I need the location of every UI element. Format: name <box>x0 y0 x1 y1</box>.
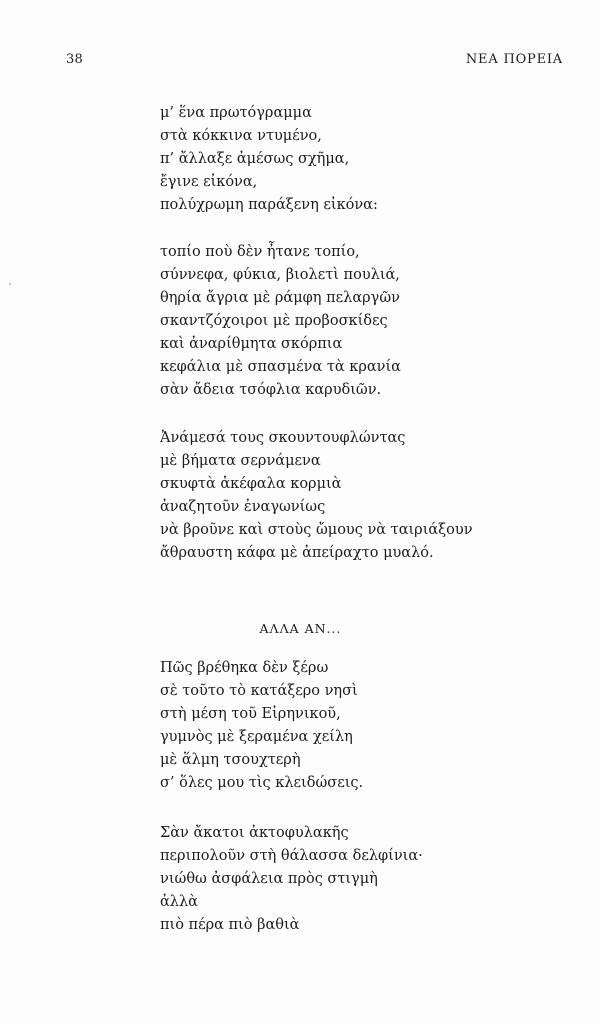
poem-line: μὲ βήματα σερνάμενα <box>160 453 321 469</box>
poem-line: σὲ τοῦτο τὸ κατάξερο νησὶ <box>160 683 358 699</box>
poem-line: κεφάλια μὲ σπασμένα τὰ κρανία <box>160 359 401 375</box>
poem-line: στὴ μέση τοῦ Εἰρηνικοῦ, <box>160 706 341 722</box>
poem-line: πιὸ πέρα πιὸ βαθιὰ <box>160 917 300 933</box>
poem-line: περιπολοῦν στὴ θάλασσα δελφίνια· <box>160 848 423 864</box>
poem-line: πολύχρωμη παράξενη εἰκόνα: <box>160 197 378 213</box>
poem-line: ἔγινε εἰκόνα, <box>160 174 258 190</box>
poem-line: σκυφτὰ ἀκέφαλα κορμιὰ <box>160 476 342 492</box>
poem-line: ἀναζητοῦν ἐναγωνίως <box>160 499 326 515</box>
poem-line: στὰ κόκκινα ντυμένο, <box>160 128 322 144</box>
poem-line: θηρία ἄγρια μὲ ράμφη πελαργῶν <box>160 290 400 306</box>
poem2-stanza-1 <box>160 657 580 795</box>
poem1-stanza-3 <box>160 427 580 565</box>
poem1-stanza-1 <box>160 102 580 217</box>
page-number: 38 <box>66 52 83 67</box>
poem1-stanza-2 <box>160 241 580 402</box>
poem-line: ἄθραυστη κάφα μὲ ἀπείραχτο μυαλό. <box>160 545 434 561</box>
scan-speck <box>9 283 11 285</box>
poem-line: Σὰν ἄκατοι ἀκτοφυλακῆς <box>160 825 349 841</box>
poem2-stanza-2 <box>160 822 580 937</box>
poem-line: τοπίο ποὺ δὲν ἦτανε τοπίο, <box>160 244 360 260</box>
poem-line: νιώθω ἀσφάλεια πρὸς στιγμὴ <box>160 871 378 887</box>
poem-line: σύννεφα, φύκια, βιολετὶ πουλιά, <box>160 267 400 283</box>
poem-line: Ἀνάμεσά τους σκουντουφλώντας <box>160 430 406 446</box>
poem-line: ἀλλὰ <box>160 894 198 910</box>
poem-line: μ’ ἕνα πρωτόγραμμα <box>160 105 312 121</box>
poem-line: π’ ἄλλαξε ἀμέσως σχῆμα, <box>160 151 350 167</box>
poem-line: Πῶς βρέθηκα δὲν ξέρω <box>160 660 329 676</box>
poem-line: καὶ ἀναρίθμητα σκόρπια <box>160 336 343 352</box>
running-title: ΝΕΑ ΠΟΡΕΙΑ <box>465 52 563 67</box>
poem-line: σ’ ὅλες μου τὶς κλειδώσεις. <box>160 775 364 791</box>
poem-line: μὲ ἅλμη τσουχτερὴ <box>160 752 301 768</box>
poem-title: ΑΛΛΑ ΑΝ... <box>259 621 342 636</box>
poem-line: γυμνὸς μὲ ξεραμένα χείλη <box>160 729 353 745</box>
poem-line: νὰ βροῦνε καὶ στοὺς ὤμους νὰ ταιριάξουν <box>160 522 473 538</box>
poem-line: σὰν ἄδεια τσόφλια καρυδιῶν. <box>160 382 382 398</box>
poem-line: σκαντζόχοιροι μὲ προβοσκίδες <box>160 313 388 329</box>
